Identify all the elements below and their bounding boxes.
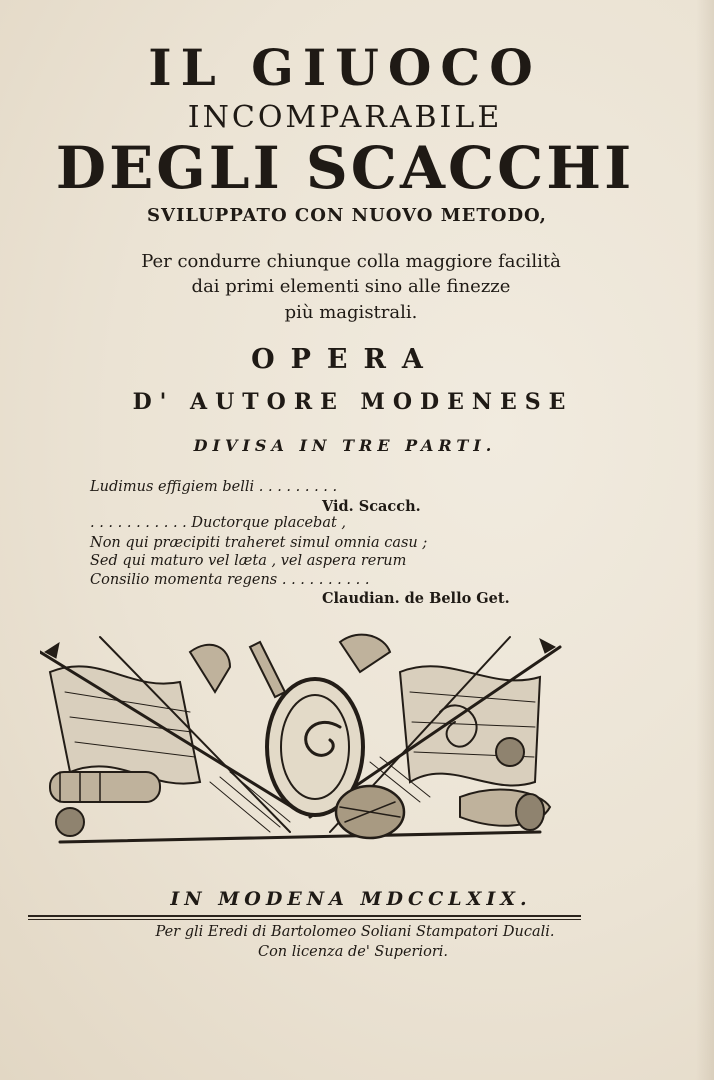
trophy-engraving-image [40,632,570,872]
description-line-1: Per condurre chiunque colla maggiore facilità [141,251,561,272]
license-line: Con licenza de' Superiori. [257,944,449,960]
description-line-3: più magistrali. [284,302,418,323]
author-line: D' AUTORE MODENESE [132,389,574,415]
epigraph-citation-2: Claudian. de Bello Get. [322,590,510,607]
epigraph-verse-2: . . . . . . . . . . . Ductorque placebat , [90,515,347,531]
double-rule-bottom [28,919,581,920]
description-line-2: dai primi elementi sino alle finezze [191,276,511,297]
epigraph-verse-5: Consilio momenta regens . . . . . . . . . . [90,572,370,588]
epigraph-verse-1: Ludimus effigiem belli . . . . . . . . . [90,479,338,495]
title-line-degli-scacchi: DEGLI SCACCHI [55,134,635,202]
title-line-il-giuoco: IL GIUOCO [148,38,542,97]
epigraph-verse-4: Sed qui maturo vel læta , vel aspera rerum [90,553,407,569]
opera-heading: OPERA [251,344,439,375]
parts-line: DIVISA IN TRE PARTI. [193,436,497,455]
epigraph-citation-1: Vid. Scacch. [322,498,421,515]
subtitle-line: SVILUPPATO CON NUOVO METODO, [147,205,547,226]
title-line-incomparabile: INCOMPARABILE [187,100,503,135]
epigraph-verse-3: Non qui præcipiti traheret simul omnia casu ; [90,535,428,551]
imprint-place-date: IN MODENA MDCCLXIX. [170,888,532,910]
publisher-line: Per gli Eredi di Bartolomeo Soliani Stampatori Ducali. [155,924,555,940]
double-rule-top [28,915,581,917]
